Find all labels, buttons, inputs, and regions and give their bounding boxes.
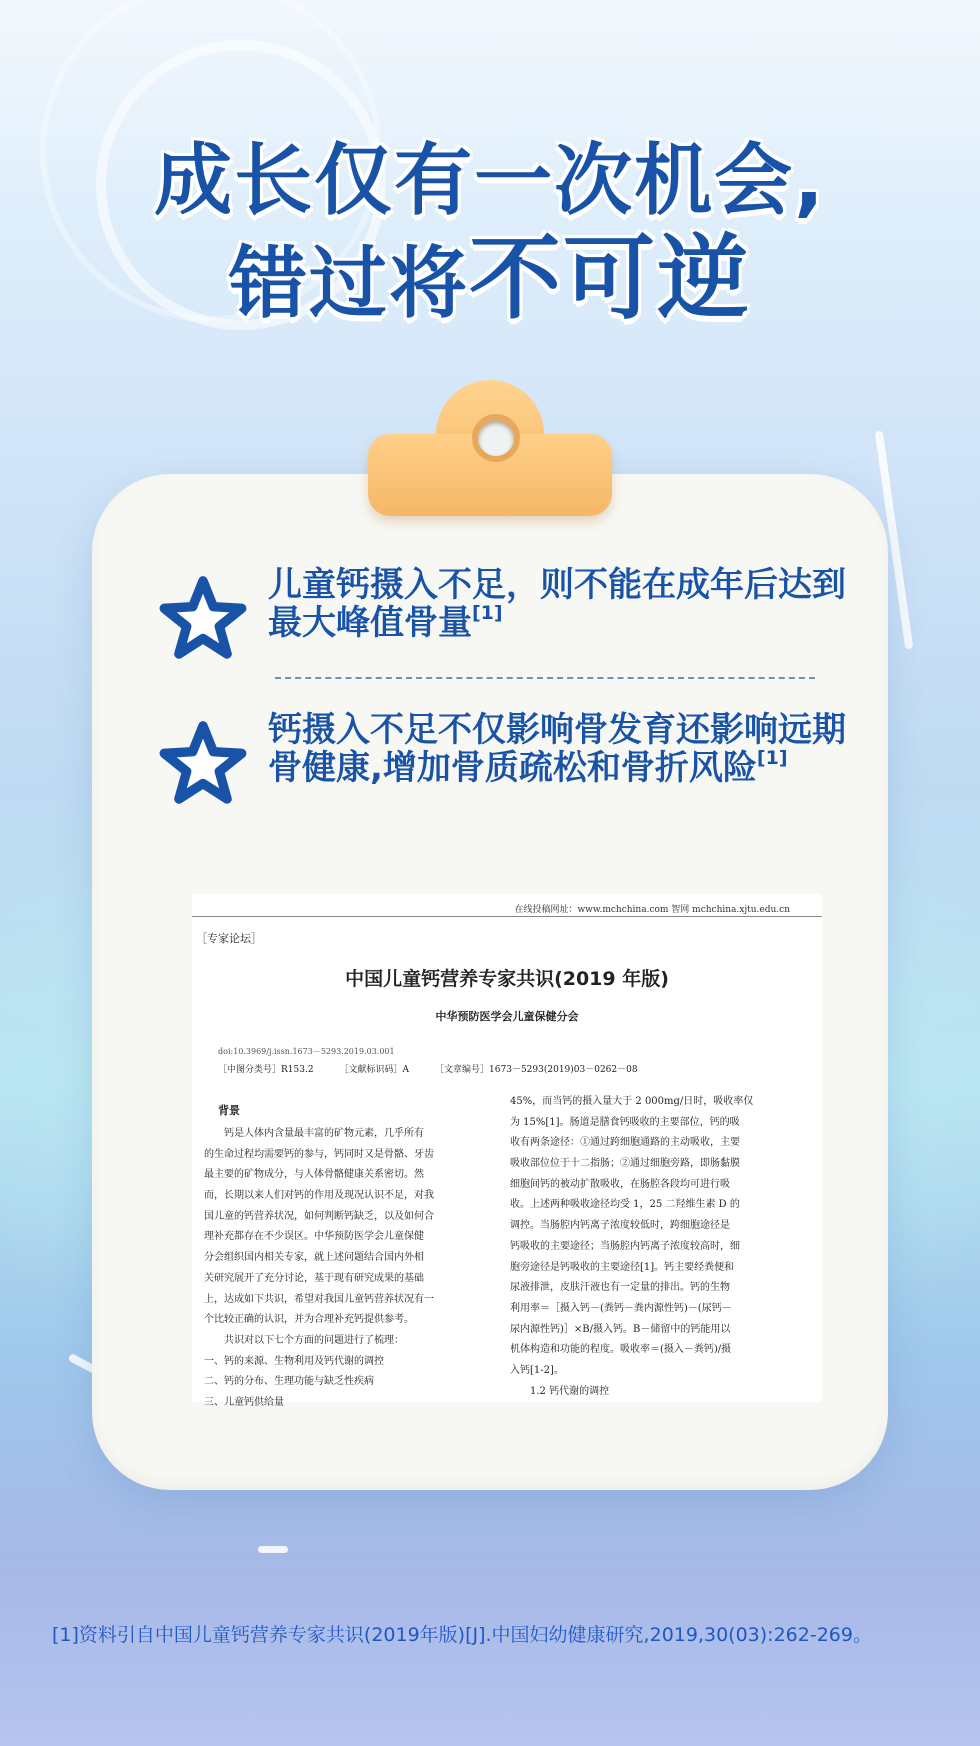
decorative-dash [258,1546,288,1553]
headline-line-2 [0,205,980,337]
headline-line-1: 成长仅有一次机会, [154,136,826,226]
paper-text-line: 吸收部位位于十二指肠；②通过细胞旁路，即肠黏膜 [510,1158,740,1170]
paper-section-heading: 背景 [218,1104,240,1117]
paper-text-line: 尿内源性钙)］×B/摄入钙。B－储留中的钙能用以 [510,1323,731,1335]
paper-meta-item: ［中图分类号］R153.2 [218,1065,314,1075]
paper-text-line: 机体构造和功能的程度。吸收率＝(摄入－粪钙)/摄 [510,1344,732,1356]
reference-marker: [1] [756,747,788,769]
paper-doi: doi:10.3969/j.issn.1673－5293.2019.03.001 [218,1047,395,1056]
paper-text-line: 一、钙的来源、生物利用及钙代谢的调控 [204,1355,384,1367]
paper-text-line: 入钙[1-2]。 [510,1364,564,1376]
paper-text-line: 上，达成如下共识，希望对我国儿童钙营养状况有一 [204,1293,434,1305]
paper-text-line: 三、儿童钙供给量 [204,1396,284,1408]
paper-meta [218,1062,664,1075]
paper-text-line: 的生命过程均需要钙的参与，钙同时又是骨骼、牙齿 [204,1148,434,1160]
paper-text-line: 国儿童的钙营养状况，如何判断钙缺乏，以及如何合 [204,1210,434,1222]
star-icon [160,719,246,805]
headline-emphasis: 不可逆 [469,225,752,332]
paper-meta-item: ［文献标识码］A [339,1065,410,1075]
paper-title: 中国儿童钙营养专家共识(2019 年版) [345,968,669,990]
paper-excerpt [192,894,822,1408]
paper-text-line: 关研究展开了充分讨论，基于现有研究成果的基础 [204,1272,424,1284]
paper-meta-item: ［文章编号］1673－5293(2019)03－0262－08 [435,1065,638,1075]
key-point-text: 钙摄入不足不仅影响骨发育还影响远期骨健康,增加骨质疏松和骨折风险[1] [268,710,846,788]
paper-text-line: 最主要的矿物成分，与人体骨骼健康关系密切。然 [204,1169,424,1181]
paper-text-line: 分会组织国内相关专家，就上述问题结合国内外相 [204,1252,424,1264]
paper-text-line: 收。上述两种吸收途径均受 1，25 二羟维生素 D 的 [510,1199,740,1211]
paper-tag: ［专家论坛］ [196,932,262,945]
paper-right-column [510,1092,815,1402]
paper-text-line: 45%，而当钙的摄入量大于 2 000mg/日时，吸收率仅 [510,1096,754,1107]
paper-text-line: 理补充都存在不少误区。中华预防医学会儿童保健 [204,1231,424,1243]
footnote: [1]资料引自中国儿童钙营养专家共识(2019年版)[J].中国妇幼健康研究,2019,30(03):262-269。 [52,1624,872,1646]
star-icon [160,574,246,660]
headline-prefix: 错过将 [228,239,469,329]
paper-text-line: 而，长期以来人们对钙的作用及现况认识不足，对我 [204,1190,434,1202]
paper-left-column [204,1124,504,1414]
clipboard-clip [368,380,612,520]
paper-header: 在线投稿网址：www.mchchina.com 智网 mchchina.xjtu.edu.cn [514,905,790,915]
key-point-text: 儿童钙摄入不足，则不能在成年后达到最大峰值骨量[1] [268,565,846,643]
paper-text-line: 1.2 钙代谢的调控 [510,1385,610,1397]
paper-text-line: 共识对以下七个方面的问题进行了梳理： [204,1334,404,1346]
paper-text-line: 尿液排泄，皮肤汗液也有一定量的排出。钙的生物 [510,1282,730,1294]
paper-text-line: 钙吸收的主要途径；当肠腔内钙离子浓度较高时，细 [510,1240,740,1252]
paper-text-line: 胞旁途径是钙吸收的主要途径[1]。钙主要经粪便和 [510,1261,735,1273]
paper-text-line: 钙是人体内含量最丰富的矿物元素，几乎所有 [204,1128,424,1139]
paper-text-line: 调控。当肠腔内钙离子浓度较低时，跨细胞途径是 [510,1220,730,1232]
reference-marker: [1] [472,602,503,624]
paper-text-line: 利用率＝［摄入钙－(粪钙－粪内源性钙)－(尿钙－ [510,1302,732,1314]
paper-text-line: 收有两条途径：①通过跨细胞通路的主动吸收，主要 [510,1137,740,1149]
paper-author-org: 中华预防医学会儿童保健分会 [435,1010,579,1023]
paper-text-line: 为 15%[1]。肠道是膳食钙吸收的主要部位，钙的吸 [510,1116,740,1128]
paper-text-line: 细胞间钙的被动扩散吸收，在肠腔各段均可进行吸 [510,1178,730,1190]
dashed-divider [275,677,815,679]
paper-text-line: 个比较正确的认识，并为合理补充钙提供参考。 [204,1314,414,1326]
paper-text-line: 二、钙的分布、生理功能与缺乏性疾病 [204,1376,374,1388]
